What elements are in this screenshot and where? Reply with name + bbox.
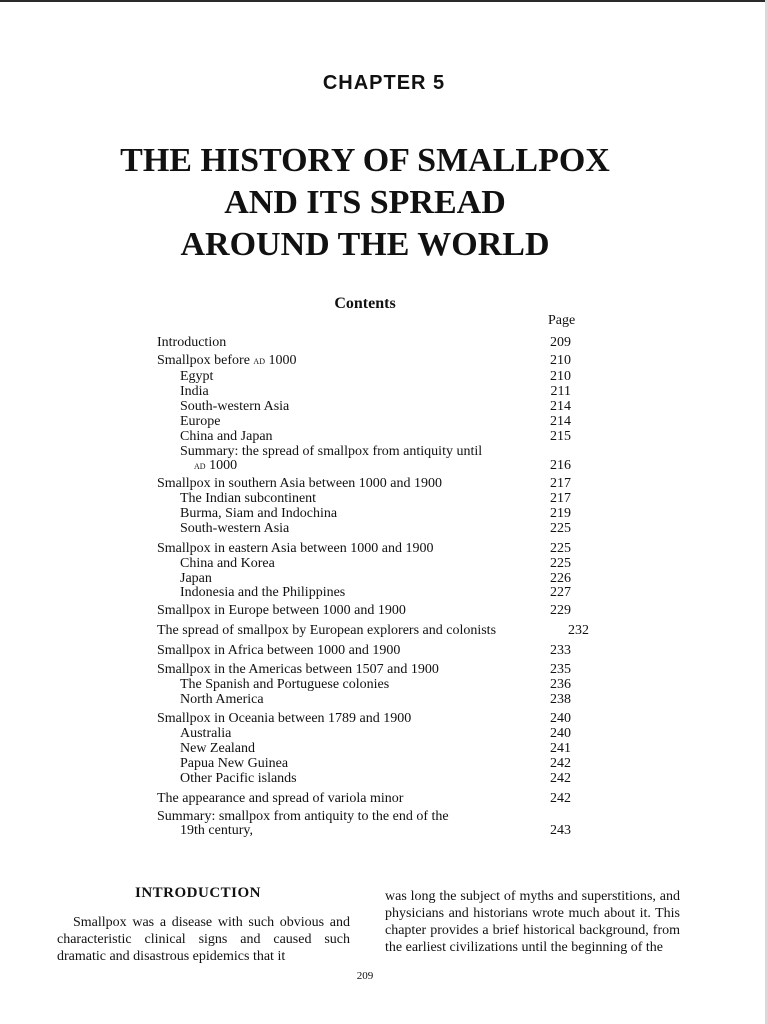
toc-entry-page: 240 xyxy=(550,711,571,726)
toc-entry-label: ad 1000 xyxy=(194,458,238,473)
toc-entry-page: 210 xyxy=(550,353,571,368)
toc-entry-page: 225 xyxy=(550,541,571,556)
toc-entry-label: Other Pacific islands xyxy=(180,771,297,786)
toc-entry-page: 216 xyxy=(550,458,571,473)
toc-entry-china-and-japan[interactable] xyxy=(157,429,589,445)
toc-entry-page: 232 xyxy=(568,623,589,638)
toc-entry-page: 211 xyxy=(550,384,571,399)
toc-entry-label: Smallpox before ad 1000 xyxy=(157,353,297,368)
toc-entry-north-america[interactable] xyxy=(157,692,589,708)
body-paragraph: was long the subject of myths and superstitions, and physicians and historians wrote much about it. This chapter provides a brief historical background, from the earliest civilizations until the beginning of the xyxy=(385,889,680,955)
toc-entry-label: Summary: the spread of smallpox from antiquity until xyxy=(180,444,483,459)
toc-entry-label: South-western Asia xyxy=(180,521,290,536)
body-column-left xyxy=(57,914,350,965)
toc-entry-europe[interactable] xyxy=(157,414,589,430)
toc-entry-label: North America xyxy=(180,692,264,707)
toc-page-header: Page xyxy=(548,313,576,328)
toc-entry-south-western-asia[interactable] xyxy=(157,399,589,415)
toc-entry-label: Summary: smallpox from antiquity to the end of the xyxy=(157,809,449,824)
toc-entry-label: The spread of smallpox by European explorers and colonists xyxy=(157,623,497,638)
toc-entry-page: 227 xyxy=(550,585,571,600)
toc-entry-page: 242 xyxy=(550,771,571,786)
toc-entry-south-western-asia-2[interactable] xyxy=(157,521,589,537)
toc-entry-page: 209 xyxy=(550,335,571,350)
toc-entry-page: 225 xyxy=(550,521,571,536)
toc-entry-page: 242 xyxy=(550,756,571,771)
toc-entry-label: 19th century, xyxy=(180,823,253,838)
toc-entry-label: Smallpox in Africa between 1000 and 1900 xyxy=(157,643,401,658)
title-line-3: AROUND THE WORLD xyxy=(180,226,550,263)
contents-heading: Contents xyxy=(334,295,396,312)
toc-entry-page: 219 xyxy=(550,506,571,521)
toc-entry-label: Introduction xyxy=(157,335,227,350)
toc-entry-summary-antiquity-cont[interactable] xyxy=(157,458,589,474)
toc-entry-eastern-asia[interactable] xyxy=(157,541,589,557)
toc-entry-label: Indonesia and the Philippines xyxy=(180,585,346,600)
toc-entry-spanish-portuguese[interactable] xyxy=(157,677,589,693)
toc-entry-oceania[interactable] xyxy=(157,711,589,727)
toc-entry-page: 242 xyxy=(550,791,571,806)
toc-entry-label: India xyxy=(180,384,209,399)
toc-entry-page: 235 xyxy=(550,662,571,677)
toc-entry-page: 229 xyxy=(550,603,571,618)
toc-entry-page: 241 xyxy=(550,741,571,756)
toc-entry-label: South-western Asia xyxy=(180,399,290,414)
toc-entry-page: 233 xyxy=(550,643,571,658)
toc-entry-european-explorers[interactable] xyxy=(157,623,589,639)
toc-entry-label: Egypt xyxy=(180,369,214,384)
toc-entry-page: 243 xyxy=(550,823,571,838)
title-line-1: THE HISTORY OF SMALLPOX xyxy=(120,142,610,179)
toc-entry-label: Australia xyxy=(180,726,232,741)
toc-entry-americas[interactable] xyxy=(157,662,589,678)
toc-entry-page: 226 xyxy=(550,571,571,586)
chapter-title xyxy=(0,140,730,266)
page-top-edge xyxy=(0,0,768,2)
toc-entry-europe-1000-1900[interactable] xyxy=(157,603,589,619)
toc-entry-label: Smallpox in the Americas between 1507 and 1900 xyxy=(157,662,439,677)
toc-entry-label: Burma, Siam and Indochina xyxy=(180,506,338,521)
page-number: 209 xyxy=(356,970,374,982)
toc-entry-papua-new-guinea[interactable] xyxy=(157,756,589,772)
toc-entry-africa[interactable] xyxy=(157,643,589,659)
toc-entry-label: Japan xyxy=(180,571,212,586)
toc-entry-page: 225 xyxy=(550,556,571,571)
toc-entry-label: The appearance and spread of variola minor xyxy=(157,791,404,806)
toc-entry-china-and-korea[interactable] xyxy=(157,556,589,572)
toc-entry-label: Smallpox in eastern Asia between 1000 and 1900 xyxy=(157,541,434,556)
toc-entry-summary-19th-century-cont[interactable] xyxy=(157,823,589,839)
title-line-2: AND ITS SPREAD xyxy=(224,184,506,221)
toc-entry-page: 238 xyxy=(550,692,571,707)
toc-entry-label: China and Japan xyxy=(180,429,273,444)
toc-entry-indian-subcontinent[interactable] xyxy=(157,491,589,507)
toc-entry-egypt[interactable] xyxy=(157,369,589,385)
toc-entry-page: 214 xyxy=(550,399,571,414)
toc-entry-introduction[interactable] xyxy=(157,335,589,351)
toc-entry-page: 215 xyxy=(550,429,571,444)
toc-entry-label: The Indian subcontinent xyxy=(180,491,317,506)
toc-entry-label: Europe xyxy=(180,414,221,429)
toc-entry-smallpox-before-ad-1000[interactable] xyxy=(157,353,589,369)
toc-entry-page: 210 xyxy=(550,369,571,384)
toc-entry-label: Smallpox in Oceania between 1789 and 1900 xyxy=(157,711,412,726)
toc-entry-label: China and Korea xyxy=(180,556,275,571)
toc-entry-indonesia-philippines[interactable] xyxy=(157,585,589,601)
toc-entry-page: 217 xyxy=(550,476,571,491)
toc-entry-india[interactable] xyxy=(157,384,589,400)
toc-entry-label: New Zealand xyxy=(180,741,256,756)
toc-entry-page: 236 xyxy=(550,677,571,692)
chapter-label: CHAPTER 5 xyxy=(322,72,446,94)
toc-entry-label: The Spanish and Portuguese colonies xyxy=(180,677,390,692)
toc-entry-label: Smallpox in Europe between 1000 and 1900 xyxy=(157,603,406,618)
toc-entry-other-pacific-islands[interactable] xyxy=(157,771,589,787)
introduction-heading: INTRODUCTION xyxy=(135,885,262,901)
toc-entry-page: 214 xyxy=(550,414,571,429)
toc-entry-label: Smallpox in southern Asia between 1000 and 1900 xyxy=(157,476,443,491)
toc-entry-label: Papua New Guinea xyxy=(180,756,289,771)
toc-entry-page: 217 xyxy=(550,491,571,506)
toc-entry-australia[interactable] xyxy=(157,726,589,742)
toc-entry-burma-siam-indochina[interactable] xyxy=(157,506,589,522)
body-paragraph: Smallpox was a disease with such obvious and characteristic clinical signs and caused such dramatic and disastrous epidemics that it xyxy=(57,915,350,964)
toc-entry-variola-minor[interactable] xyxy=(157,791,589,807)
toc-entry-page: 240 xyxy=(550,726,571,741)
toc-entry-new-zealand[interactable] xyxy=(157,741,589,757)
body-column-right xyxy=(385,888,680,956)
toc-entry-southern-asia[interactable] xyxy=(157,476,589,492)
